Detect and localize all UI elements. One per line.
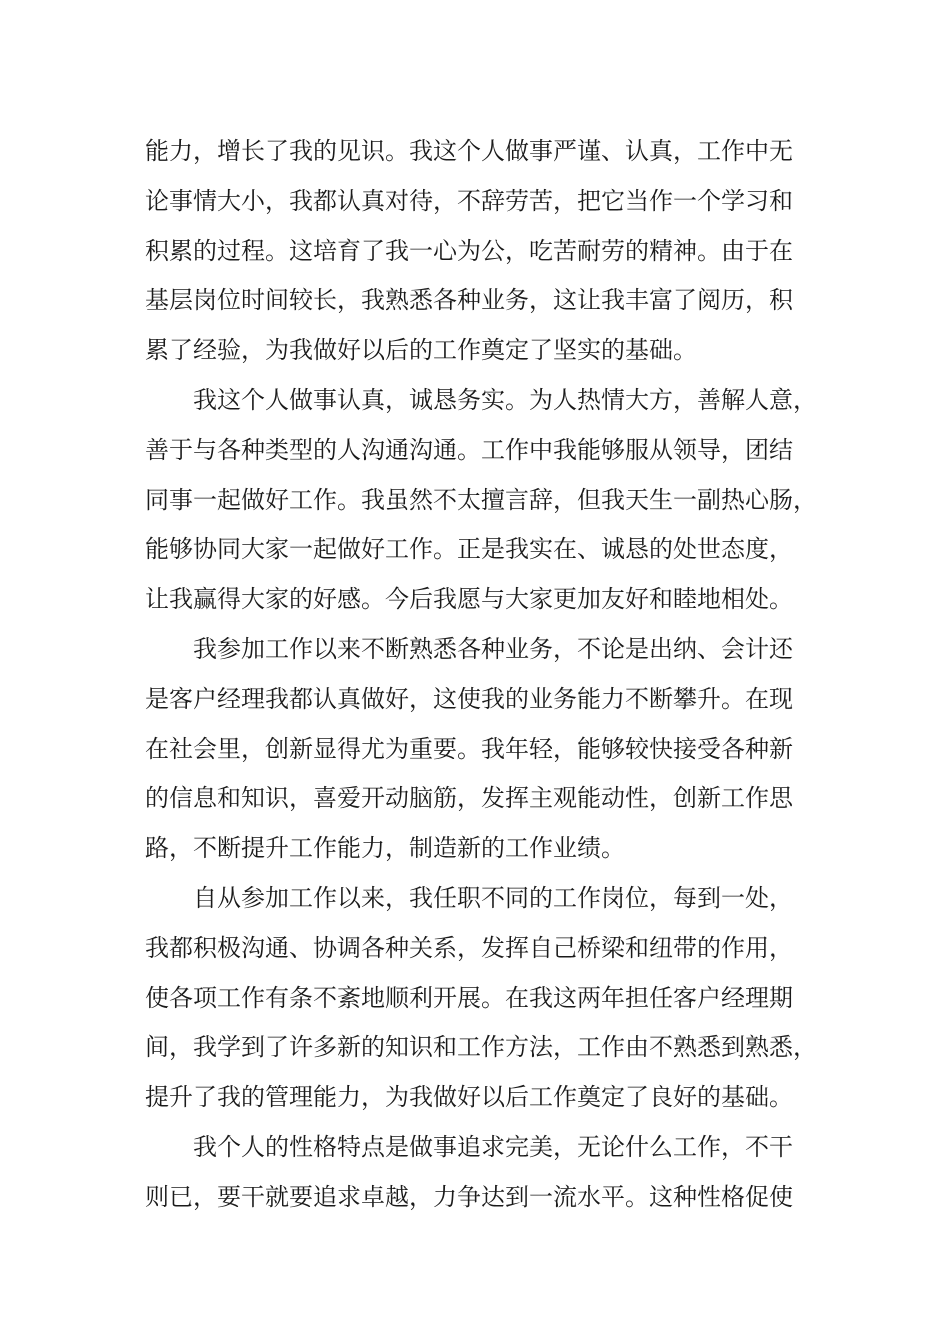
paragraph-1 bbox=[145, 127, 835, 376]
text-line: 提升了我的管理能力，为我做好以后工作奠定了良好的基础。 bbox=[145, 1083, 793, 1112]
text-line: 则已，要干就要追求卓越，力争达到一流水平。这种性格促使 bbox=[145, 1182, 793, 1211]
text-line: 是客户经理我都认真做好，这使我的业务能力不断攀升。在现 bbox=[145, 684, 793, 713]
text-line: 论事情大小，我都认真对待，不辞劳苦，把它当作一个学习和 bbox=[145, 186, 793, 215]
paragraph-2 bbox=[145, 376, 835, 625]
text-line: 我都积极沟通、协调各种关系，发挥自己桥梁和纽带的作用， bbox=[145, 933, 793, 962]
text-line: 能力，增长了我的见识。我这个人做事严谨、认真，工作中无 bbox=[145, 137, 793, 165]
text-line: 让我赢得大家的好感。今后我愿与大家更加友好和睦地相处。 bbox=[145, 585, 793, 614]
text-line: 路，不断提升工作能力，制造新的工作业绩。 bbox=[145, 834, 625, 863]
text-line: 在社会里，创新显得尤为重要。我年轻，能够较快接受各种新 bbox=[145, 734, 793, 763]
text-line: 累了经验，为我做好以后的工作奠定了坚实的基础。 bbox=[145, 336, 697, 365]
paragraph-5 bbox=[145, 1123, 835, 1223]
text-line: 自从参加工作以来，我任职不同的工作岗位，每到一处， bbox=[193, 883, 793, 912]
text-line: 我这个人做事认真，诚恳务实。为人热情大方，善解人意， bbox=[193, 385, 817, 414]
paragraph-3 bbox=[145, 625, 835, 874]
text-line: 间，我学到了许多新的知识和工作方法，工作由不熟悉到熟悉， bbox=[145, 1033, 817, 1062]
text-line: 我个人的性格特点是做事追求完美，无论什么工作，不干 bbox=[193, 1132, 793, 1161]
document-page bbox=[145, 127, 835, 1223]
text-line: 善于与各种类型的人沟通沟通。工作中我能够服从领导，团结 bbox=[145, 435, 793, 464]
text-line: 的信息和知识，喜爱开动脑筋，发挥主观能动性，创新工作思 bbox=[145, 784, 793, 813]
paragraph-4 bbox=[145, 874, 835, 1123]
text-line: 使各项工作有条不紊地顺利开展。在我这两年担任客户经理期 bbox=[145, 983, 793, 1012]
text-line: 基层岗位时间较长，我熟悉各种业务，这让我丰富了阅历，积 bbox=[145, 286, 793, 315]
text-line: 我参加工作以来不断熟悉各种业务，不论是出纳、会计还 bbox=[193, 634, 793, 663]
text-line: 积累的过程。这培育了我一心为公，吃苦耐劳的精神。由于在 bbox=[145, 236, 793, 265]
text-line: 能够协同大家一起做好工作。正是我实在、诚恳的处世态度， bbox=[145, 535, 793, 564]
text-line: 同事一起做好工作。我虽然不太擅言辞，但我天生一副热心肠， bbox=[145, 485, 817, 514]
